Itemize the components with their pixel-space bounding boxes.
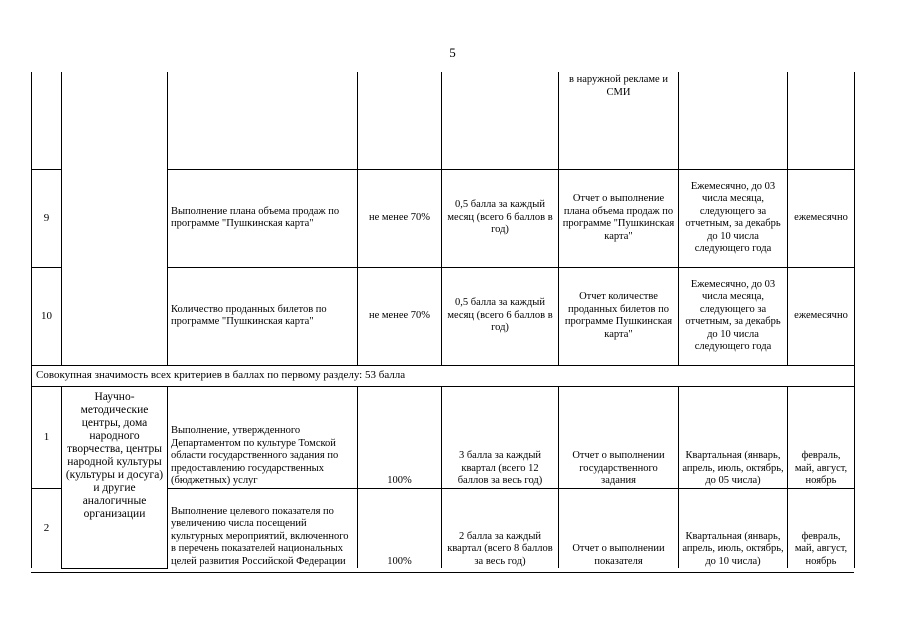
cell-target [358,72,442,169]
row-number: 1 [32,386,62,488]
points-text: 2 балла за каждый квартал (всего 8 баллов за весь год) [442,488,559,568]
period-text: ежемесячно [788,267,855,365]
organization-type: Научно-методические центры, дома народного творчества, центры народной культуры (культуры и досуга) и другие аналогичные организации [62,386,168,568]
table-row [32,386,855,488]
target-value: не менее 70% [358,169,442,267]
criteria-table-wrapper [31,72,855,569]
table-row-summary [32,365,855,386]
section-summary: Совокупная значимость всех критериев в баллах по первому разделу: 53 балла [32,365,855,386]
row-number: 2 [32,488,62,568]
period-text: ежемесячно [788,169,855,267]
criteria-table [31,72,855,569]
deadline-text: Ежемесячно, до 03 числа месяца, следующего за отчетным, за декабрь до 10 числа следующего года [679,267,788,365]
cell-points [442,72,559,169]
deadline-text: Ежемесячно, до 03 числа месяца, следующего за отчетным, за декабрь до 10 числа следующего года [679,169,788,267]
period-text: февраль, май, август, ноябрь [788,488,855,568]
table-bottom-border [31,572,854,573]
cell-num [32,72,62,169]
target-value: 100% [358,386,442,488]
deadline-text: Квартальная (январь, апрель, июль, октябрь, до 05 числа) [679,386,788,488]
criterion-text: Выполнение целевого показателя по увеличению числа посещений культурных мероприятий, включенного в перечень показателей национальных целей развития Российской Федерации [168,488,358,568]
row-number: 10 [32,267,62,365]
points-text: 0,5 балла за каждый месяц (всего 6 баллов в год) [442,267,559,365]
cell-period [788,72,855,169]
cell-criterion [168,72,358,169]
page-number: 5 [449,45,456,60]
report-text: Отчет о выполнении показателя [559,488,679,568]
report-text: Отчет количестве проданных билетов по программе Пушкинская карта" [559,267,679,365]
row-number: 9 [32,169,62,267]
points-text: 3 балла за каждый квартал (всего 12 баллов за весь год) [442,386,559,488]
criterion-text: Выполнение плана объема продаж по программе "Пушкинская карта" [168,169,358,267]
table-row-continuation [32,72,855,169]
period-text: февраль, май, август, ноябрь [788,386,855,488]
target-value: не менее 70% [358,267,442,365]
points-text: 0,5 балла за каждый месяц (всего 6 баллов в год) [442,169,559,267]
criterion-text: Количество проданных билетов по программе "Пушкинская карта" [168,267,358,365]
criterion-text: Выполнение, утвержденного Департаментом по культуре Томской области государственного задания по предоставлению государственных (бюджетных) услуг [168,386,358,488]
deadline-text: Квартальная (январь, апрель, июль, октябрь, до 10 числа) [679,488,788,568]
cell-deadline [679,72,788,169]
target-value: 100% [358,488,442,568]
cell-org-group-top [62,72,168,365]
report-text: Отчет о выполнении государственного задания [559,386,679,488]
report-text: Отчет о выполнение плана объема продаж по программе "Пушкинская карта" [559,169,679,267]
cell-report: в наружной рекламе и СМИ [559,72,679,169]
